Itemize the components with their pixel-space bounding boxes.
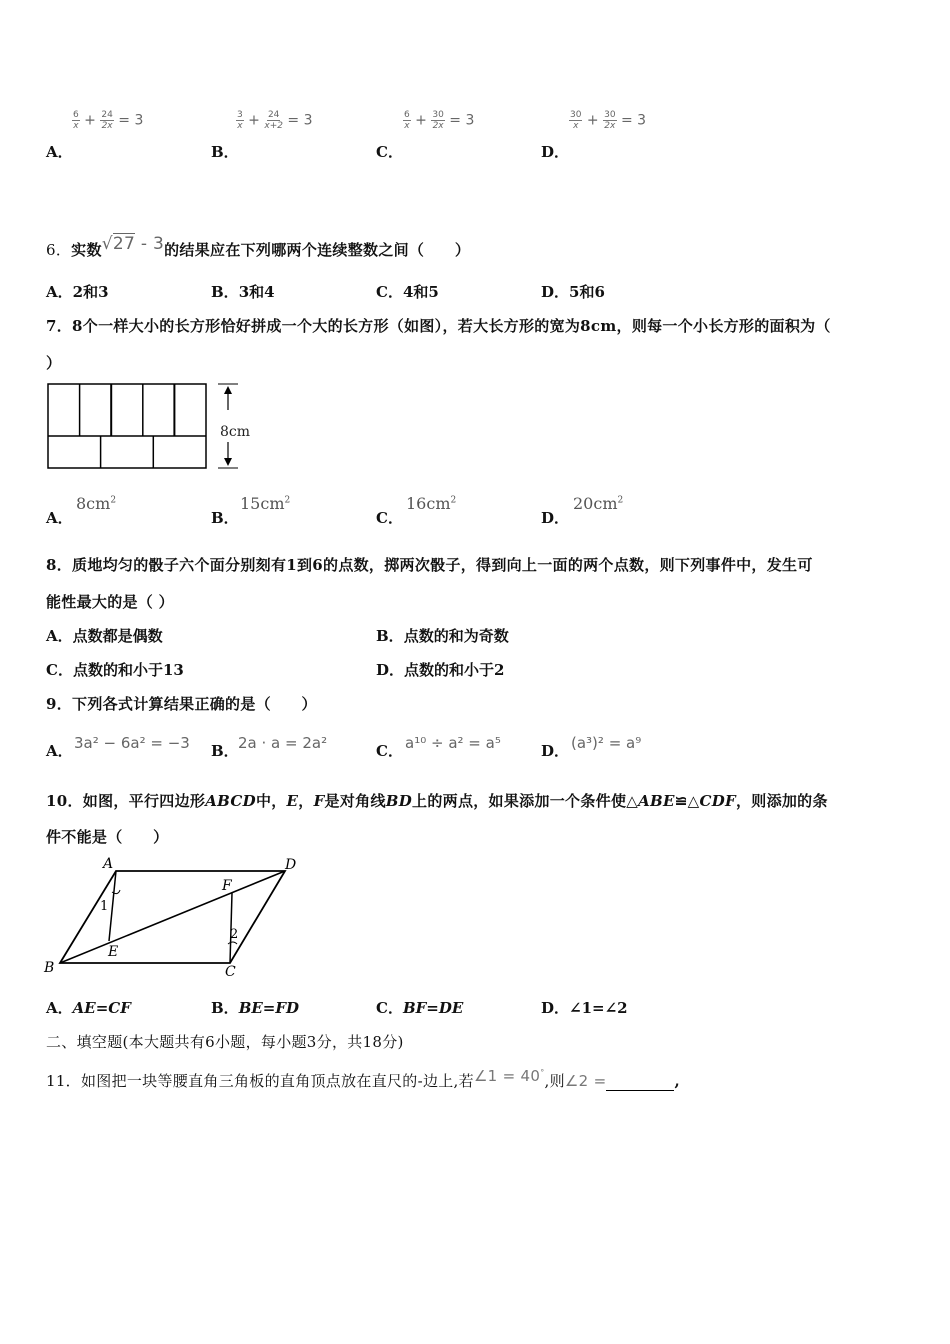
q9-option-d-expr: (a³)² = a⁹ xyxy=(571,734,642,752)
q10-option-a: A．AE=CF xyxy=(46,999,131,1017)
q11-answer-blank[interactable] xyxy=(606,1076,674,1091)
arrow-up-icon xyxy=(224,386,232,394)
q5-option-a-letter: A． xyxy=(46,143,73,161)
q7-rectangle-figure xyxy=(44,380,259,472)
q6-stem: 6．实数√27 - 3的结果应在下列哪两个连续整数之间（ ） xyxy=(46,234,471,259)
q7-option-c-letter: C． xyxy=(376,509,403,527)
q10-option-b: B．BE=FD xyxy=(211,999,300,1017)
q5-option-b-letter: B． xyxy=(211,143,239,161)
q9-option-a-letter: A． xyxy=(46,742,73,760)
label-a: A xyxy=(103,856,114,872)
q5-option-d-equation: $\frac{30}{x}$ + $\frac{30}{2x}$ = 3 xyxy=(570,110,647,131)
q7-stem-line2: ） xyxy=(46,354,62,372)
label-angle-2: 2 xyxy=(230,927,239,942)
q6-option-a: A．2和3 xyxy=(46,283,109,301)
q8-option-d: D．点数的和小于2 xyxy=(376,661,505,679)
label-f: F xyxy=(222,878,232,894)
q7-option-a-value: $8cm^2$ xyxy=(76,494,117,513)
q7-option-d-letter: D． xyxy=(541,509,570,527)
q11-angle1: ∠1 = 40° xyxy=(473,1067,545,1085)
q10-stem-line2: 件不能是（ ） xyxy=(46,828,169,846)
q7-option-a-letter: A． xyxy=(46,509,73,527)
q9-option-c-expr: a¹⁰ ÷ a² = a⁵ xyxy=(405,734,501,752)
q8-option-b: B．点数的和为奇数 xyxy=(376,627,509,645)
q8-option-c: C．点数的和小于13 xyxy=(46,661,184,679)
q8-stem-line2: 能性最大的是（ ） xyxy=(46,593,174,611)
q7-option-c-value: $16cm^2$ xyxy=(406,494,457,513)
label-e: E xyxy=(108,944,119,960)
q7-option-b-letter: B． xyxy=(211,509,239,527)
q11-angle2: ∠2 = xyxy=(564,1072,607,1090)
q5-option-a-equation: $\frac{6}{x}$ + $\frac{24}{2x}$ = 3 xyxy=(73,110,144,131)
q9-option-b-expr: 2a · a = 2a² xyxy=(238,734,328,752)
arrow-down-icon xyxy=(224,458,232,466)
section-fill-in-heading: 二、填空题(本大题共有6小题，每小题3分，共18分) xyxy=(46,1033,404,1051)
q5-option-c-equation: $\frac{6}{x}$ + $\frac{30}{2x}$ = 3 xyxy=(404,110,475,131)
q7-option-d-value: $20cm^2$ xyxy=(573,494,624,513)
label-angle-1: 1 xyxy=(100,899,109,914)
q6-option-d: D．5和6 xyxy=(541,283,605,301)
q5-option-d-letter: D． xyxy=(541,143,570,161)
q9-stem: 9．下列各式计算结果正确的是（ ） xyxy=(46,695,317,713)
label-b: B xyxy=(44,960,55,976)
q7-width-label: 8cm xyxy=(220,424,251,440)
q10-stem-line1: 10．如图，平行四边形ABCD中，E，F是对角线BD上的两点，如果添加一个条件使△ABE≌△CDF，则添加的条 xyxy=(46,792,828,810)
label-d: D xyxy=(285,857,297,873)
label-c: C xyxy=(225,964,236,977)
q10-option-d: D．∠1=∠2 xyxy=(541,999,628,1017)
q6-option-c: C．4和5 xyxy=(376,283,439,301)
q11-stem: 11．如图把一块等腰直角三角板的直角顶点放在直尺的-边上,若∠1 = 40°,则∠2 = , xyxy=(46,1067,680,1090)
q9-option-a-expr: 3a² − 6a² = −3 xyxy=(74,734,190,752)
q9-option-b-letter: B． xyxy=(211,742,239,760)
q6-option-b: B．3和4 xyxy=(211,283,275,301)
big-rectangle xyxy=(48,384,206,468)
q10-option-c: C．BF=DE xyxy=(376,999,464,1017)
q7-option-b-value: $15cm^2$ xyxy=(240,494,291,513)
q9-option-c-letter: C． xyxy=(376,742,403,760)
q10-parallelogram-figure xyxy=(40,852,305,977)
diagonal-bd xyxy=(60,871,285,963)
q5-option-c-letter: C． xyxy=(376,143,403,161)
q6-radical: √27 - 3 xyxy=(101,234,165,254)
q7-stem-line1: 7．8个一样大小的长方形恰好拼成一个大的长方形（如图），若大长方形的宽为8cm，则每一个小长方形的面积为（ xyxy=(46,317,831,335)
q5-option-b-equation: $\frac{3}{x}$ + $\frac{24}{x+2}$ = 3 xyxy=(237,110,313,131)
q9-option-d-letter: D． xyxy=(541,742,570,760)
q8-stem-line1: 8．质地均匀的骰子六个面分别刻有1到6的点数，掷两次骰子，得到向上一面的两个点数，则下列事件中，发生可 xyxy=(46,556,813,574)
q8-option-a: A．点数都是偶数 xyxy=(46,627,163,645)
